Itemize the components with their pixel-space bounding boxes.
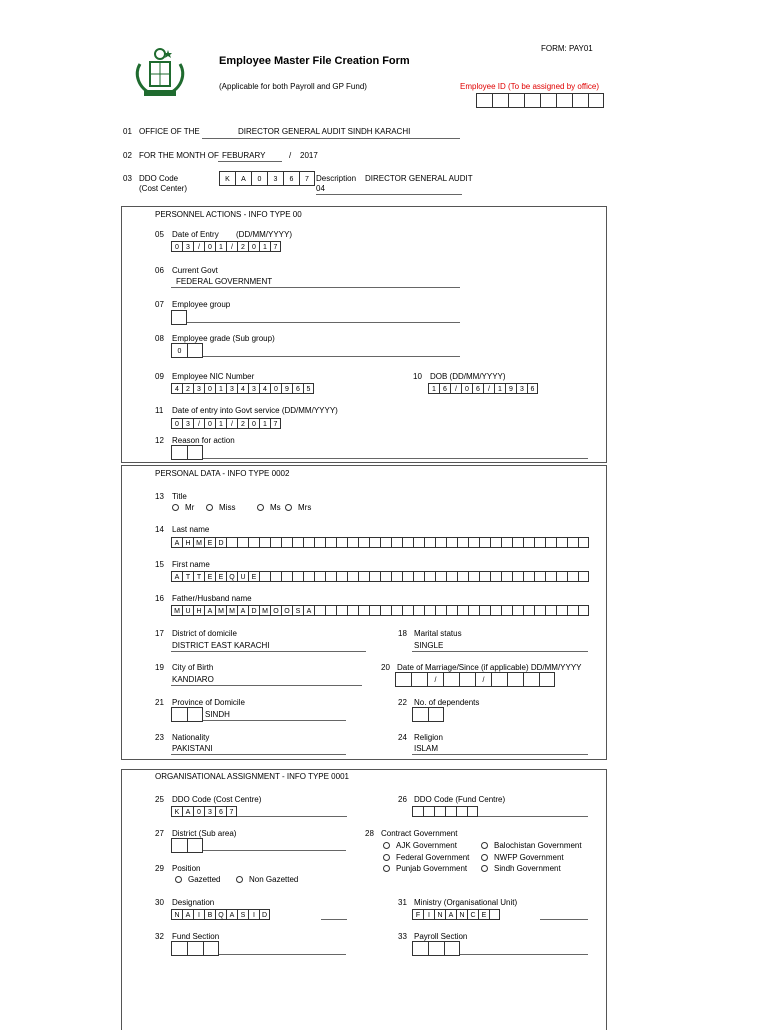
description-value-2: 04 <box>316 184 325 193</box>
payroll-section-label: Payroll Section <box>414 932 468 941</box>
ddo-code-boxes[interactable]: K A 0 3 6 7 <box>219 171 315 186</box>
char-box[interactable] <box>281 571 292 582</box>
fund-section-label: Fund Section <box>172 932 220 941</box>
char-box[interactable]: E <box>204 571 215 582</box>
fund-section-boxes[interactable] <box>171 941 219 956</box>
char-box[interactable]: I <box>248 909 259 920</box>
dependents-boxes[interactable] <box>412 707 444 722</box>
char-box[interactable]: I <box>193 909 204 920</box>
char-box[interactable] <box>395 672 411 687</box>
char-box[interactable] <box>523 537 534 548</box>
field-number: 28 <box>365 829 374 838</box>
contract-option-ajk[interactable]: AJK Government <box>383 841 457 850</box>
field-number: 09 <box>155 372 164 381</box>
employee-id-boxes[interactable] <box>476 93 604 108</box>
char-box[interactable] <box>314 537 325 548</box>
employee-group-box[interactable] <box>171 310 187 325</box>
field-number: 19 <box>155 663 164 672</box>
char-box[interactable]: A <box>182 909 193 920</box>
char-box[interactable] <box>490 571 501 582</box>
district-domicile-label: District of domicile <box>172 629 237 638</box>
district-sub-area-boxes[interactable] <box>171 838 203 853</box>
field-number: 22 <box>398 698 407 707</box>
char-box[interactable] <box>424 571 435 582</box>
char-box[interactable] <box>501 571 512 582</box>
char-box[interactable] <box>424 605 435 616</box>
char-box[interactable] <box>270 537 281 548</box>
date-format-label: (DD/MM/YYYY) <box>236 230 292 239</box>
description-label: Description <box>316 174 357 183</box>
month-separator: / <box>289 151 292 160</box>
radio-icon <box>175 876 182 883</box>
position-label: Position <box>172 864 201 873</box>
city-of-birth-label: City of Birth <box>172 663 214 672</box>
field-number: 15 <box>155 560 164 569</box>
nationality-label: Nationality <box>172 733 210 742</box>
char-box[interactable] <box>314 571 325 582</box>
field-number: 32 <box>155 932 164 941</box>
char-box[interactable] <box>347 605 358 616</box>
char-box[interactable]: C <box>467 909 478 920</box>
contract-option-sindh[interactable]: Sindh Government <box>481 864 561 873</box>
field-number: 10 <box>413 372 422 381</box>
province-domicile-value: SINDH <box>205 710 230 719</box>
char-box[interactable] <box>507 672 523 687</box>
father-name-boxes[interactable] <box>171 605 589 616</box>
field-number: 03 <box>123 174 132 183</box>
title-option-ms[interactable]: Ms <box>257 503 281 512</box>
char-box[interactable]: M <box>259 605 270 616</box>
dependents-label: No. of dependents <box>414 698 480 707</box>
char-box[interactable] <box>325 571 336 582</box>
father-name-label: Father/Husband name <box>172 594 252 603</box>
ddo-cost-centre-label: DDO Code (Cost Centre) <box>172 795 262 804</box>
char-box[interactable] <box>391 605 402 616</box>
char-box[interactable]: N <box>171 909 182 920</box>
employee-group-label: Employee group <box>172 300 231 309</box>
field-number: 20 <box>381 663 390 672</box>
char-box[interactable] <box>468 537 479 548</box>
marital-status-value: SINGLE <box>414 641 444 650</box>
char-box[interactable] <box>490 537 501 548</box>
char-box[interactable] <box>237 537 248 548</box>
current-govt-value: FEDERAL GOVERNMENT <box>176 277 273 286</box>
marriage-date-label: Date of Marriage/Since (if applicable) DD/MM/YYYY <box>397 663 582 672</box>
char-box[interactable]: U <box>237 571 248 582</box>
field-number: 01 <box>123 127 132 136</box>
char-box[interactable] <box>457 571 468 582</box>
field-number: 02 <box>123 151 132 160</box>
char-box[interactable] <box>446 605 457 616</box>
char-box[interactable] <box>512 537 523 548</box>
radio-icon <box>481 854 488 861</box>
char-box[interactable] <box>358 571 369 582</box>
char-box[interactable] <box>468 605 479 616</box>
cost-center-label: (Cost Center) <box>139 184 188 193</box>
field-number: 31 <box>398 898 407 907</box>
char-box[interactable] <box>457 537 468 548</box>
char-box[interactable] <box>358 537 369 548</box>
province-domicile-label: Province of Domicile <box>172 698 245 707</box>
char-box[interactable] <box>491 672 507 687</box>
char-box[interactable]: A <box>204 605 215 616</box>
field-number: 17 <box>155 629 164 638</box>
char-box[interactable] <box>369 571 380 582</box>
char-box[interactable] <box>446 571 457 582</box>
char-box[interactable]: O <box>270 605 281 616</box>
field-number: 18 <box>398 629 407 638</box>
contract-govt-label: Contract Government <box>381 829 458 838</box>
char-box[interactable] <box>523 571 534 582</box>
char-box[interactable] <box>457 605 468 616</box>
char-box[interactable]: M <box>215 605 226 616</box>
radio-icon <box>236 876 243 883</box>
char-box[interactable]: A <box>171 571 182 582</box>
char-box[interactable] <box>490 605 501 616</box>
char-box[interactable] <box>578 605 589 616</box>
char-box[interactable]: S <box>292 605 303 616</box>
radio-icon <box>172 504 179 511</box>
position-option-non-gazetted[interactable]: Non Gazetted <box>236 875 298 884</box>
char-box[interactable] <box>578 571 589 582</box>
section-heading: PERSONNEL ACTIONS - INFO TYPE 00 <box>155 210 302 219</box>
char-box[interactable] <box>336 571 347 582</box>
form-code: FORM: PAY01 <box>541 44 593 53</box>
contract-option-federal[interactable]: Federal Government <box>383 853 469 862</box>
char-box[interactable]: E <box>478 909 489 920</box>
char-box[interactable]: E <box>215 571 226 582</box>
char-box[interactable]: M <box>193 537 204 548</box>
govt-service-date-label: Date of entry into Govt service (DD/MM/YYYY) <box>172 406 338 415</box>
field-number: 06 <box>155 266 164 275</box>
employee-id-label: Employee ID (To be assigned by office) <box>460 82 600 91</box>
char-box[interactable] <box>347 537 358 548</box>
field-number: 14 <box>155 525 164 534</box>
char-box[interactable]: A <box>237 605 248 616</box>
char-box[interactable] <box>556 571 567 582</box>
religion-label: Religion <box>414 733 443 742</box>
char-box[interactable]: F <box>412 909 423 920</box>
char-box[interactable]: Q <box>226 571 237 582</box>
char-box[interactable] <box>446 537 457 548</box>
field-number: 26 <box>398 795 407 804</box>
marital-status-label: Marital status <box>414 629 462 638</box>
char-box[interactable]: N <box>434 909 445 920</box>
year-value: 2017 <box>300 151 318 160</box>
field-number: 07 <box>155 300 164 309</box>
section-heading: ORGANISATIONAL ASSIGNMENT - INFO TYPE 0001 <box>155 772 349 781</box>
char-box[interactable]: U <box>182 605 193 616</box>
char-box[interactable]: D <box>215 537 226 548</box>
month-label: FOR THE MONTH OF <box>139 151 219 160</box>
char-box[interactable] <box>435 571 446 582</box>
char-box[interactable]: T <box>193 571 204 582</box>
char-box[interactable] <box>479 571 490 582</box>
char-box[interactable]: T <box>182 571 193 582</box>
char-box[interactable] <box>545 605 556 616</box>
ddo-fund-centre-label: DDO Code (Fund Centre) <box>414 795 506 804</box>
field-number: 21 <box>155 698 164 707</box>
char-box[interactable] <box>539 672 555 687</box>
char-box[interactable] <box>512 571 523 582</box>
title-label: Title <box>172 492 187 501</box>
char-box[interactable] <box>411 672 427 687</box>
char-box[interactable] <box>567 537 578 548</box>
char-box[interactable] <box>226 537 237 548</box>
radio-icon <box>206 504 213 511</box>
field-number: 33 <box>398 932 407 941</box>
char-box[interactable] <box>556 605 567 616</box>
ddo-fund-centre-boxes[interactable] <box>412 806 478 817</box>
char-box[interactable] <box>259 571 270 582</box>
title-option-mr[interactable]: Mr <box>172 503 194 512</box>
char-box[interactable] <box>567 605 578 616</box>
description-value: DIRECTOR GENERAL AUDIT <box>365 174 473 183</box>
char-box[interactable]: D <box>248 605 259 616</box>
month-value: FEBURARY <box>222 151 266 160</box>
field-number: 25 <box>155 795 164 804</box>
office-value: DIRECTOR GENERAL AUDIT SINDH KARACHI <box>238 127 411 136</box>
date-of-entry-label: Date of Entry <box>172 230 219 239</box>
char-box[interactable] <box>281 537 292 548</box>
first-name-label: First name <box>172 560 210 569</box>
char-box[interactable] <box>391 571 402 582</box>
char-box[interactable] <box>534 537 545 548</box>
title-option-mrs[interactable]: Mrs <box>285 503 311 512</box>
nationality-value: PAKISTANI <box>172 744 213 753</box>
char-box[interactable]: H <box>182 537 193 548</box>
radio-icon <box>285 504 292 511</box>
char-box[interactable] <box>435 605 446 616</box>
employee-grade-boxes[interactable]: 0 <box>171 343 203 358</box>
char-box[interactable] <box>391 537 402 548</box>
char-box[interactable] <box>347 571 358 582</box>
char-box[interactable] <box>459 672 475 687</box>
section-heading: PERSONAL DATA - INFO TYPE 0002 <box>155 469 290 478</box>
char-box[interactable] <box>534 605 545 616</box>
char-box[interactable] <box>413 537 424 548</box>
char-box[interactable] <box>270 571 281 582</box>
province-domicile-boxes[interactable] <box>171 707 203 722</box>
ministry-boxes[interactable] <box>412 909 500 920</box>
char-box[interactable] <box>303 571 314 582</box>
marriage-date-boxes[interactable] <box>395 672 555 687</box>
char-box[interactable] <box>369 537 380 548</box>
field-number: 05 <box>155 230 164 239</box>
char-box[interactable]: B <box>204 909 215 920</box>
char-box[interactable] <box>443 672 459 687</box>
pakistan-state-emblem <box>132 46 188 100</box>
field-number: 24 <box>398 733 407 742</box>
employee-grade-label: Employee grade (Sub group) <box>172 334 275 343</box>
first-name-boxes[interactable] <box>171 571 589 582</box>
radio-icon <box>383 865 390 872</box>
char-box[interactable] <box>489 909 500 920</box>
char-box[interactable]: / <box>427 672 443 687</box>
char-box[interactable] <box>369 605 380 616</box>
char-box[interactable] <box>501 537 512 548</box>
nic-number-boxes[interactable]: 4 2 3 0 1 3 4 3 4 0 9 6 5 <box>171 383 314 394</box>
char-box[interactable] <box>325 537 336 548</box>
reason-for-action-boxes[interactable] <box>171 445 203 460</box>
char-box[interactable] <box>523 605 534 616</box>
char-box[interactable]: N <box>456 909 467 920</box>
dob-label: DOB (DD/MM/YYYY) <box>430 372 506 381</box>
radio-icon <box>383 854 390 861</box>
current-govt-label: Current Govt <box>172 266 218 275</box>
field-number: 12 <box>155 436 164 445</box>
contract-option-nwfp[interactable]: NWFP Government <box>481 853 564 862</box>
char-box[interactable]: D <box>259 909 270 920</box>
char-box[interactable]: S <box>237 909 248 920</box>
contract-option-balochistan[interactable]: Balochistan Government <box>481 841 582 850</box>
char-box[interactable] <box>248 537 259 548</box>
char-box[interactable] <box>303 537 314 548</box>
designation-boxes[interactable] <box>171 909 270 920</box>
char-box[interactable] <box>380 571 391 582</box>
char-box[interactable] <box>523 672 539 687</box>
char-box[interactable]: A <box>171 537 182 548</box>
field-number: 13 <box>155 492 164 501</box>
char-box[interactable] <box>380 605 391 616</box>
char-box[interactable] <box>556 537 567 548</box>
char-box[interactable] <box>358 605 369 616</box>
char-box[interactable]: O <box>281 605 292 616</box>
city-of-birth-value: KANDIARO <box>172 675 214 684</box>
char-box[interactable] <box>292 571 303 582</box>
char-box[interactable]: E <box>204 537 215 548</box>
char-box[interactable] <box>259 537 270 548</box>
district-domicile-value: DISTRICT EAST KARACHI <box>172 641 270 650</box>
last-name-label: Last name <box>172 525 210 534</box>
char-box[interactable] <box>292 537 303 548</box>
char-box[interactable] <box>468 571 479 582</box>
field-number: 27 <box>155 829 164 838</box>
field-number: 23 <box>155 733 164 742</box>
payroll-section-boxes[interactable] <box>412 941 460 956</box>
radio-icon <box>481 842 488 849</box>
char-box[interactable] <box>435 537 446 548</box>
char-box[interactable]: E <box>248 571 259 582</box>
char-box[interactable]: A <box>445 909 456 920</box>
office-label: OFFICE OF THE <box>139 127 200 136</box>
char-box[interactable]: H <box>193 605 204 616</box>
field-number: 08 <box>155 334 164 343</box>
char-box[interactable]: M <box>171 605 182 616</box>
char-box[interactable] <box>479 537 490 548</box>
char-box[interactable] <box>545 537 556 548</box>
field-number: 16 <box>155 594 164 603</box>
char-box[interactable] <box>479 605 490 616</box>
radio-icon <box>383 842 390 849</box>
district-sub-area-label: District (Sub area) <box>172 829 237 838</box>
field-number: 30 <box>155 898 164 907</box>
char-box[interactable] <box>424 537 435 548</box>
char-box[interactable] <box>413 571 424 582</box>
field-number: 29 <box>155 864 164 873</box>
char-box[interactable]: A <box>303 605 314 616</box>
govt-service-date-boxes[interactable]: 0 3 / 0 1 / 2 0 1 7 <box>171 418 281 429</box>
nic-number-label: Employee NIC Number <box>172 372 255 381</box>
last-name-boxes[interactable] <box>171 537 589 548</box>
field-number: 11 <box>155 406 164 415</box>
date-of-entry-boxes[interactable]: 0 3 / 0 1 / 2 0 1 7 <box>171 241 281 252</box>
char-box[interactable] <box>501 605 512 616</box>
char-box[interactable]: I <box>423 909 434 920</box>
designation-label: Designation <box>172 898 215 907</box>
radio-icon <box>257 504 264 511</box>
char-box[interactable]: / <box>475 672 491 687</box>
char-box[interactable]: Q <box>215 909 226 920</box>
char-box[interactable] <box>534 571 545 582</box>
religion-value: ISLAM <box>414 744 439 753</box>
ddo-code-label: DDO Code <box>139 174 179 183</box>
form-title: Employee Master File Creation Form <box>219 55 410 67</box>
form-subtitle: (Applicable for both Payroll and GP Fund) <box>219 82 367 91</box>
char-box[interactable] <box>402 537 413 548</box>
char-box[interactable] <box>402 571 413 582</box>
position-option-gazetted[interactable]: Gazetted <box>175 875 220 884</box>
title-option-miss[interactable]: Miss <box>206 503 235 512</box>
char-box[interactable] <box>413 605 424 616</box>
contract-option-punjab[interactable]: Punjab Government <box>383 864 467 873</box>
ministry-label: Ministry (Organisational Unit) <box>414 898 518 907</box>
dob-boxes[interactable]: 1 6 / 0 6 / 1 9 3 6 <box>428 383 538 394</box>
char-box[interactable] <box>512 605 523 616</box>
char-box[interactable]: M <box>226 605 237 616</box>
char-box[interactable] <box>314 605 325 616</box>
char-box[interactable] <box>380 537 391 548</box>
radio-icon <box>481 865 488 872</box>
char-box[interactable] <box>336 605 347 616</box>
char-box[interactable] <box>402 605 413 616</box>
char-box[interactable] <box>567 571 578 582</box>
char-box[interactable] <box>545 571 556 582</box>
char-box[interactable] <box>325 605 336 616</box>
reason-for-action-label: Reason for action <box>172 436 235 445</box>
char-box[interactable] <box>578 537 589 548</box>
ddo-cost-centre-boxes[interactable]: K A 0 3 6 7 <box>171 806 237 817</box>
char-box[interactable] <box>336 537 347 548</box>
char-box[interactable]: A <box>226 909 237 920</box>
